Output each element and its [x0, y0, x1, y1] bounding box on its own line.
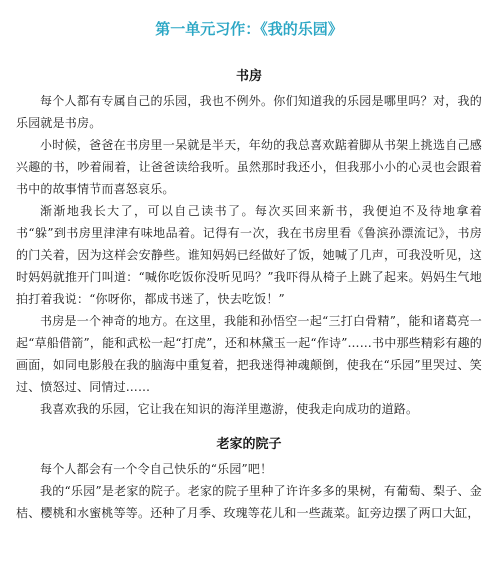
paragraph: 书房是一个神奇的地方。在这里，我能和孙悟空一起“三打白骨精”，能和诸葛亮一起“草船借箭”，能和武松一起“打虎”，还和林黛玉一起“作诗”……书中那些精彩有趣的画面，如同电影般在我的脑海中重复着，把我迷得神魂颠倒，使我在“乐园”里哭过、笑过、愤怒过、同情过……	[16, 314, 482, 394]
paragraph: 渐渐地我长大了，可以自己读书了。每次买回来新书，我便迫不及待地拿着书“躲”到书房里津津有味地品着。记得有一次，我在书房里看《鲁滨孙漂流记》，书房的门关着，因为这样会安静些。谁知妈妈已经做好了饭，她喊了几声，可我没听见，这时妈妈就推开门叫道：“喊你吃饭你没听见吗？”我吓得从椅子上跳了起来。妈妈生气地拍打着我说：“你呀你，都成书迷了，快去吃饭！”	[16, 204, 482, 306]
section-heading-study: 书房	[235, 69, 262, 84]
paragraph: 我喜欢我的乐园，它让我在知识的海洋里遨游，使我走向成功的道路。	[40, 402, 419, 416]
document-title: 第一单元习作：《我的乐园》	[155, 20, 343, 38]
section-body-study	[16, 90, 482, 420]
paragraph: 每个人都有专属自己的乐园，我也不例外。你们知道我的乐园是哪里吗？对，我的乐园就是书房。	[16, 94, 482, 130]
paragraph: 我的“乐园”是老家的院子。老家的院子里种了许许多多的果树，有葡萄、梨子、金桔、樱桃和水蜜桃等等。还种了月季、玫瑰等花儿和一些蔬菜。缸旁边摆了两口大缸，	[16, 484, 482, 520]
paragraph: 每个人都会有一个令自己快乐的“乐园”吧！	[40, 462, 273, 476]
paragraph: 小时候，爸爸在书房里一呆就是半天，年幼的我总喜欢踮着脚从书架上挑选自己感兴趣的书，吵着闹着，让爸爸读给我听。虽然那时我还小，但我那小小的心灵也会跟着书中的故事情节而喜怒哀乐。	[16, 138, 482, 196]
section-heading-courtyard: 老家的院子	[216, 437, 282, 452]
section-body-courtyard	[16, 458, 482, 524]
